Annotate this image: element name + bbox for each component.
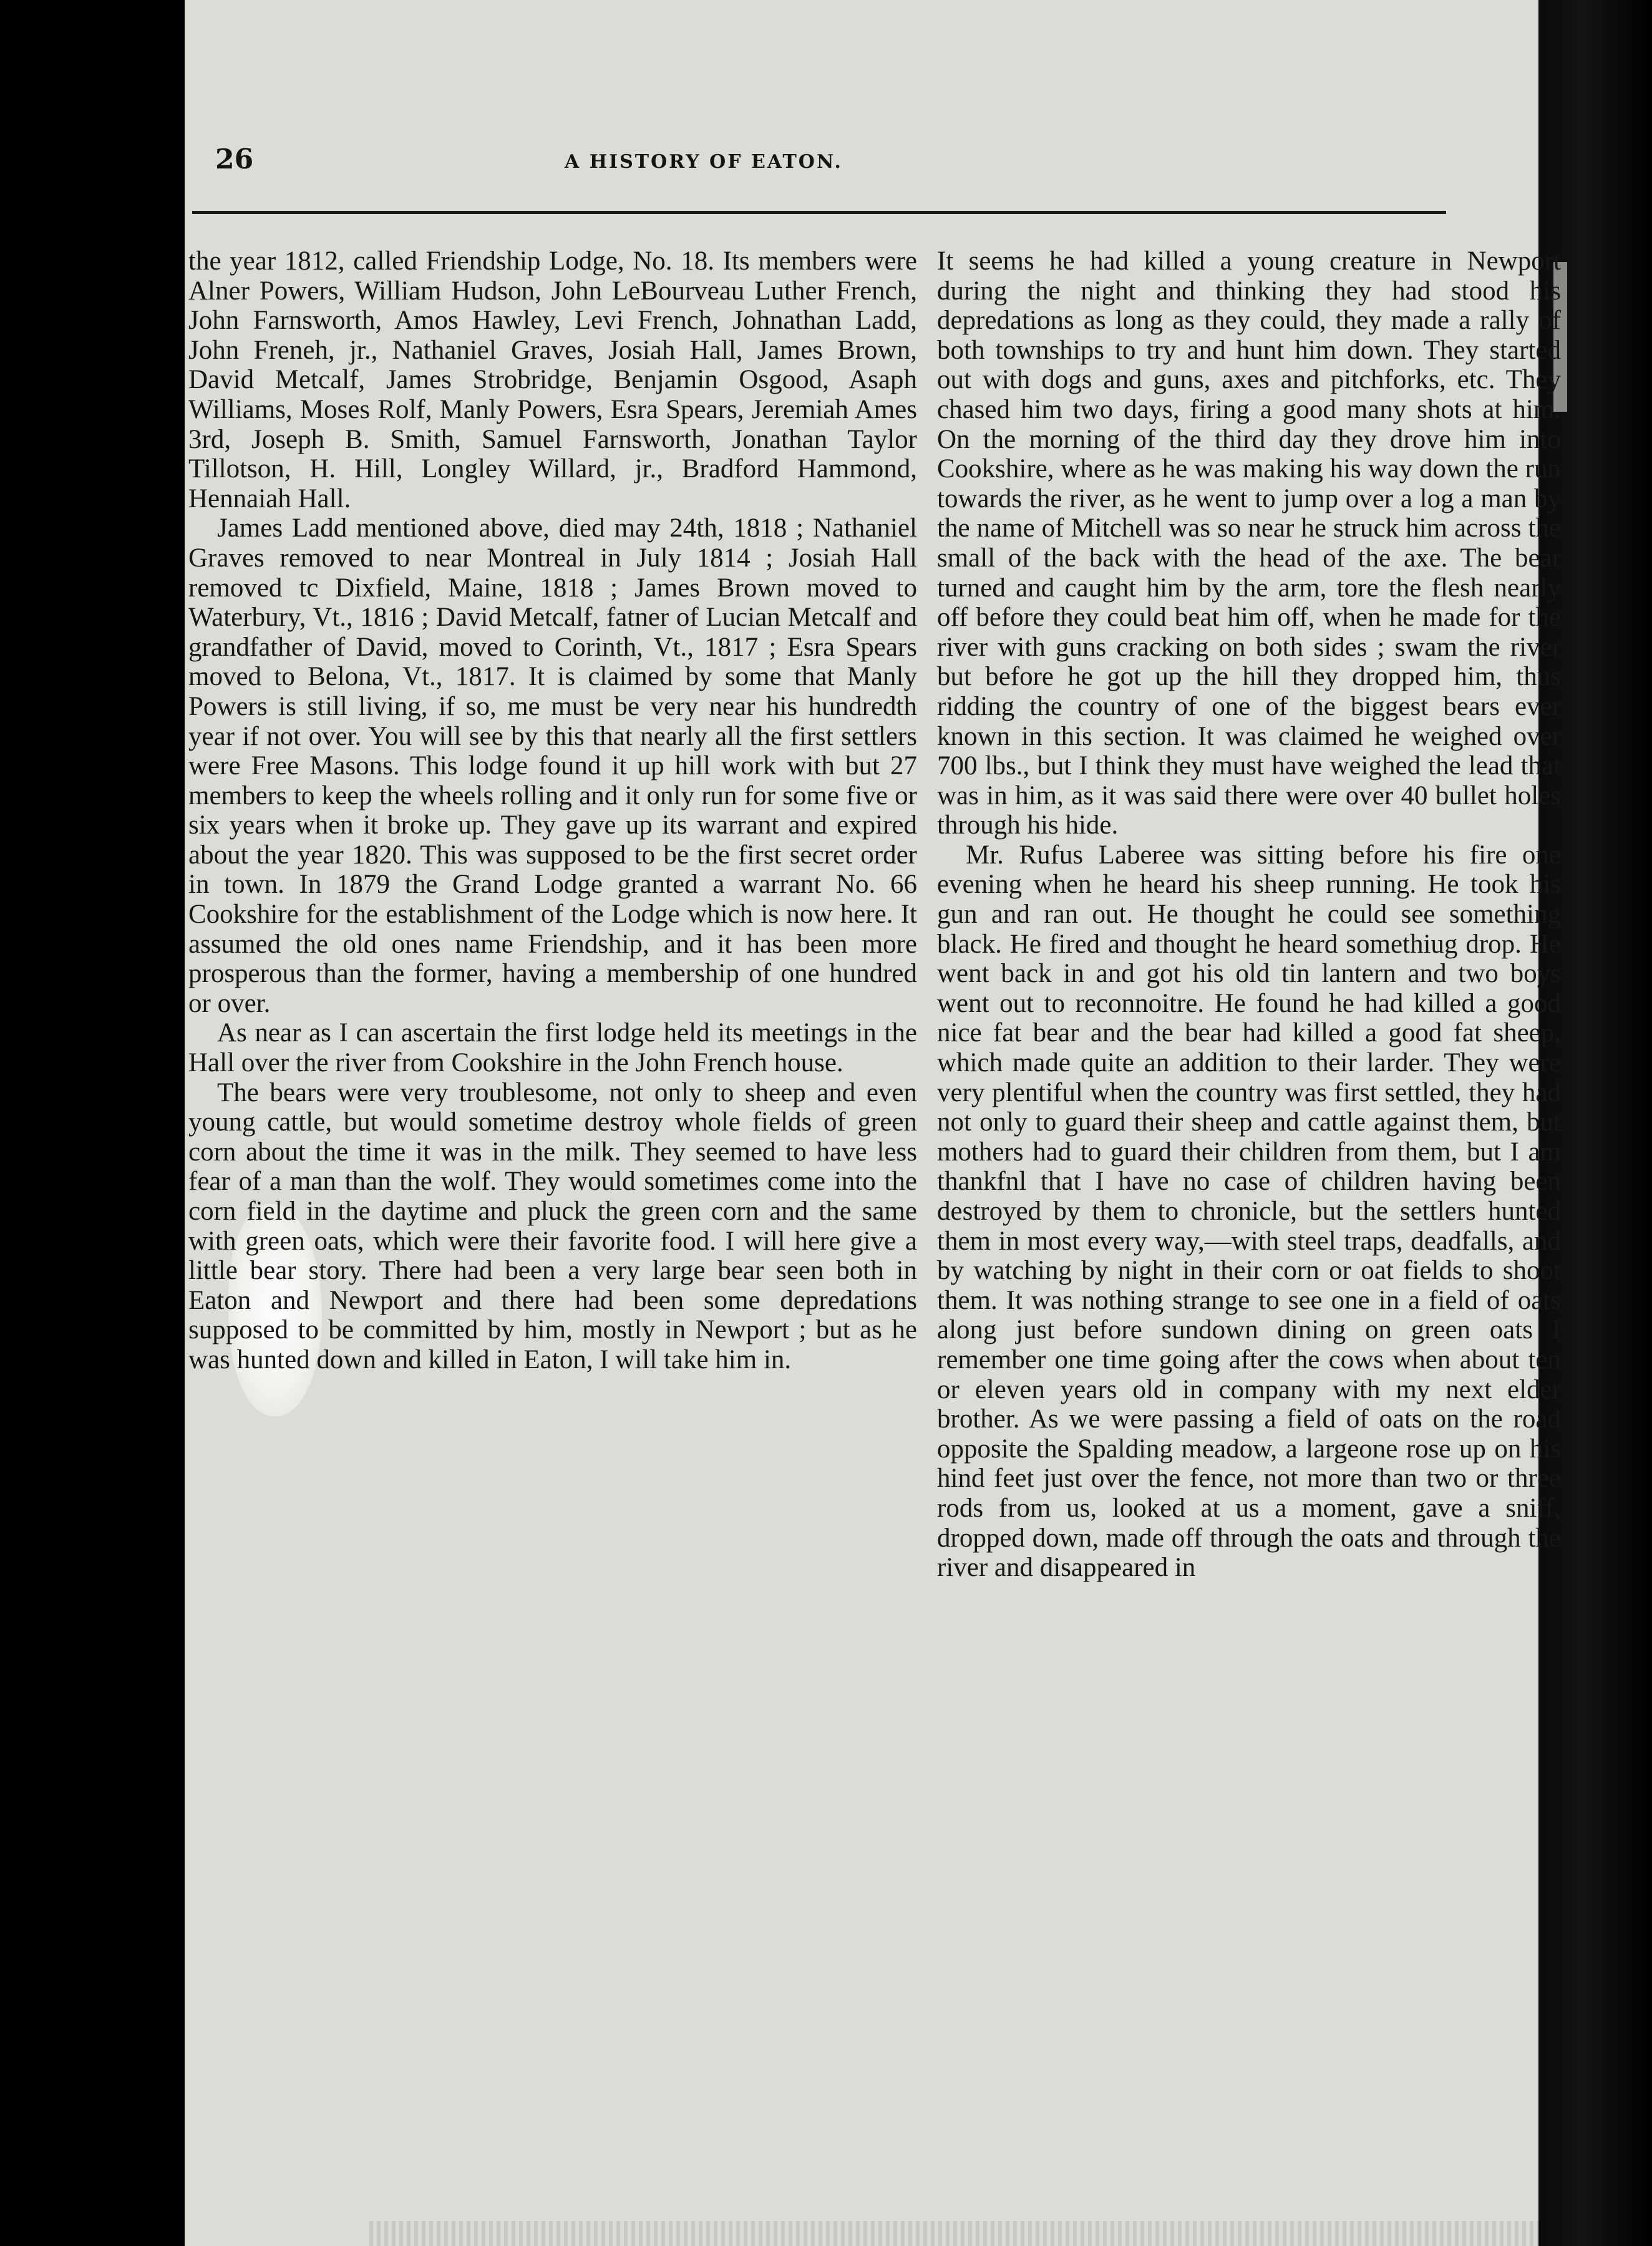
page-number: 26	[215, 143, 254, 175]
right-column	[937, 246, 1561, 1583]
paragraph: It seems he had killed a young creature in Newport during the night and thinking they had stood his depredations as long as they could, they made a rally of both townships to try and hunt him down. They started out with dogs and guns, axes and pitchforks, etc. They chased him two days, firing a good many shots at him. On the morning of the third day they drove him into Cookshire, where as he was making his way down the run towards the river, as he went to jump over a log a man by the name of Mitchell was so near he struck him across the small of the back with the head of the axe. The bear turned and caught him by the arm, tore the flesh nearly off before they could beat him off, when he made for the river with guns cracking on both sides ; swam the river but before he got up the hill they dropped him, thus ridding the country of one of the biggest bears ever known in this section. It was claimed he weighed over 700 lbs., but I think they must have weighed the lead that was in him, as it was said there were over 40 bullet holes through his hide.	[937, 246, 1561, 840]
page-bottom-edge	[369, 2221, 1538, 2246]
paragraph: James Ladd mentioned above, died may 24th, 1818 ; Nathaniel Graves removed to near Montreal in July 1814 ; Josiah Hall removed tc Dixfield, Maine, 1818 ; James Brown moved to Waterbury, Vt., 1816 ; David Metcalf, fatner of Lucian Metcalf and grandfather of David, moved to Corinth, Vt., 1817 ; Esra Spears moved to Belona, Vt., 1817. It is claimed by some that Manly Powers is still living, if so, me must be very near his hundredth year if not over. You will see by this that nearly all the first settlers were Free Masons. This lodge found it up hill work with but 27 members to keep the wheels rolling and it only run for some five or six years when it broke up. They gave up its warrant and expired about the year 1820. This was supposed to be the first secret order in town. In 1879 the Grand Lodge granted a warrant No. 66 Cookshire for the establishment of the Lodge which is now here. It assumed the old ones name Friendship, and it has been more prosperous than the former, having a membership of one hundred or over.	[188, 513, 917, 1018]
paragraph: the year 1812, called Friendship Lodge, No. 18. Its members were Alner Powers, William Hudson, John LeBourveau Luther French, John Farnsworth, Amos Hawley, Levi French, Johnathan Ladd, John Freneh, jr., Nathaniel Graves, Josiah Hall, James Brown, David Metcalf, James Strobridge, Benjamin Osgood, Asaph Williams, Moses Rolf, Manly Powers, Esra Spears, Jeremiah Ames 3rd, Joseph B. Smith, Samuel Farnsworth, Jonathan Taylor Tillotson, H. Hill, Longley Willard, jr., Bradford Hammond, Hennaiah Hall.	[188, 246, 917, 513]
running-head: A HISTORY OF EATON.	[565, 151, 843, 173]
paragraph: The bears were very troublesome, not only to sheep and even young cattle, but would sometime destroy whole fields of green corn about the time it was in the milk. They seemed to have less fear of a man than the wolf. They would sometimes come into the corn field in the daytime and pluck the green corn and the same with green oats, which were their favorite food. I will here give a little bear story. There had been a very large bear seen both in Eaton and Newport and there had been some depredations supposed to be committed by him, mostly in Newport ; but as he was hunted down and killed in Eaton, I will take him in.	[188, 1077, 917, 1374]
paragraph: Mr. Rufus Laberee was sitting before his fire one evening when he heard his sheep running. He took his gun and ran out. He thought he could see something black. He fired and thought he heard somethiug drop. He went back in and got his old tin lantern and two boys went out to reconnoitre. He found he had killed a good nice fat bear and the bear had killed a good fat sheep, which made quite an addition to their larder. They were very plentiful when the country was first settled, they had not only to guard their sheep and cattle against them, but mothers had to guard their children from them, but I am thankfnl that I have no case of children having been destroyed by them to chronicle, but the settlers hunted them in most every way,—with steel traps, deadfalls, and by watching by night in their corn or oat fields to shoot them. It was nothing strange to see one in a field of oats along just before sundown dining on green oats I remember one time going after the cows when about ten or eleven years old in company with my next elder brother. As we were passing a field of oats on the road opposite the Spalding meadow, a largeone rose up on his hind feet just over the fence, not more than two or three rods from us, looked at us a moment, gave a sniff, dropped down, made off through the oats and through the river and disappeared in	[937, 840, 1561, 1583]
paragraph: As near as I can ascertain the first lodge held its meetings in the Hall over the river from Cookshire in the John French house.	[188, 1018, 917, 1078]
left-column	[188, 246, 917, 1375]
header-rule	[192, 211, 1446, 214]
page-header	[215, 143, 1276, 187]
